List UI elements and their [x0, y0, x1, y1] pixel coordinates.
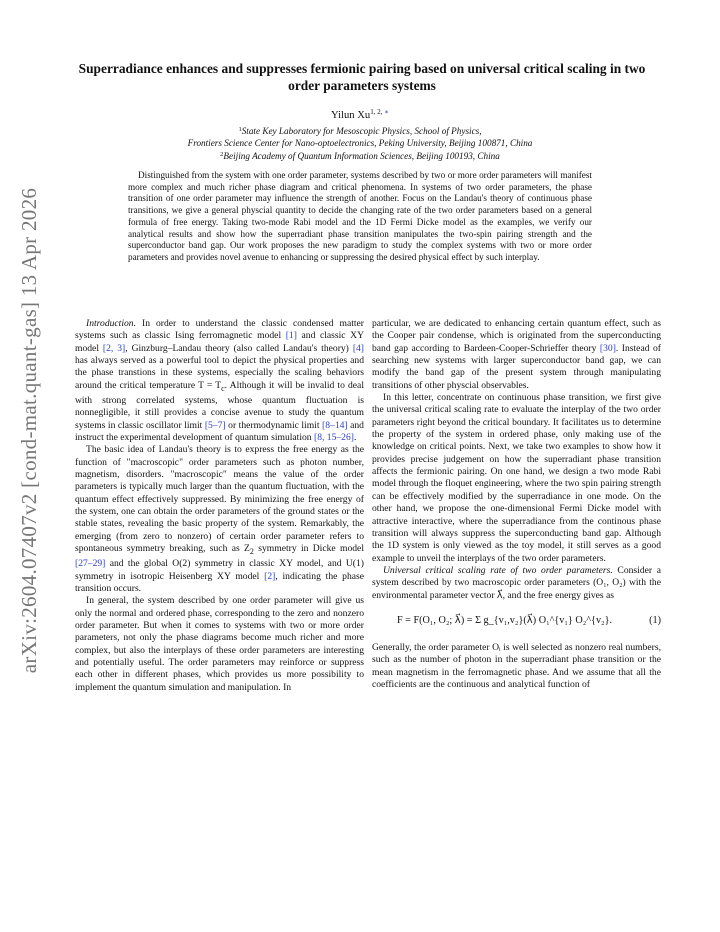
section-paragraph: Universal critical scaling rate of two order parameters. Consider a system described by two macroscopic order parameters (O₁, O₂) with the environmental parameter vector λ⃗, and the free energy gives as [372, 564, 661, 601]
citation-link[interactable]: [4] [352, 342, 364, 354]
paper-title: Superradiance enhances and suppresses fermionic pairing based on universal critical scaling in two order parameters systems [78, 61, 646, 93]
author-affil-marks: 1, 2, ∗ [370, 108, 389, 116]
section-heading: Universal critical scaling rate of two order parameters. [383, 564, 613, 576]
affiliations [60, 124, 660, 163]
equation-number: (1) [649, 614, 661, 626]
affiliation-line: Frontiers Science Center for Nano-optoelectronics, Peking University, Beijing 100871, China [187, 137, 533, 148]
body-paragraph: particular, we are dedicated to enhancing certain quantum effect, such as the Cooper pair condense, which is originated from the superconducting band gap according to Bardeen-Cooper-Schrieffer theory [30]. Instead of searching new systems with larger superconductor band gap, we can modify the band gap of the present system through manipulating transitions of other physcial observables. [372, 318, 661, 391]
citation-link[interactable]: [8–14] [322, 419, 348, 431]
body-paragraph: Generally, the order parameter Oᵢ is well selected as nonzero real numbers, such as the number of photon in the superradiant phase transition or the mean magnetism in the ferromagnetic phase. And we assume that all the coefficients are the continuous and analytical function of [372, 641, 661, 690]
citation-link[interactable]: [2, 3] [102, 342, 126, 354]
corresponding-author-link[interactable]: ∗ [384, 108, 389, 116]
left-column [75, 318, 364, 694]
affiliation-line: $^2$Beijing Academy of Quantum Information Sciences, Beijing 100193, China [220, 151, 500, 162]
abstract: Distinguished from the system with one order parameter, systems described by two or more order parameters will manifest more complex and much richer phase diagram and critical phenomena. In systems of two order parameters, the phase transition of one order parameter may influence the strength of another. Focus on the Landau's theory of continuous phase transitions, we give a general physcial quantity to decide the changing rate of the two order parameters based on a general formula of free energy. Taking two-mode Rabi model and the 1D Fermi Dicke model as the examples, we verify our analytical results and show how the superradiant phase transition manipulates the two-spin pairing strength and the superconductor band gap. Our work proposes the new paradigm to study the complex systems with two or more order parameters and provides novel avenue to enhancing or suppressing the desired physical effect by such interplay. [128, 170, 592, 262]
right-column [372, 318, 661, 691]
author-name: Yilun Xu [331, 110, 371, 121]
citation-link[interactable]: [5–7] [204, 419, 226, 431]
arxiv-identifier [8, 180, 52, 680]
body-paragraph: The basic idea of Landau's theory is to express the free energy as the function of "macroscopic" order parameters such as photon number, magnetism, disorders. "macroscopic" means the value of the order parameters is typically much larger than the quantum fluctuation, with the quantum effect effectively suppressed. By minimizing the free energy of the system, one can obtain the order parameters of the ground states or the stable states, revealing the basic property of the system. Remarkably, the emerging (from zero to nonzero) of certain order parameter refers to spontaneous symmetry breaking, such as $Z_2$ symmetry in Dicke model [27–29] and the global O(2) symmetry in classic XY model, and U(1) symmetry in isotropic Heisenberg XY model [2], indicating the phase transition occurs. [75, 444, 364, 595]
intro-paragraph: Introduction. In order to understand the classic condensed matter systems such as classic Ising ferromagnetic model [1] and classic XY model [2, 3], Ginzburg–Landau theory (also called Landau's theory) [4] has always served as a powerful tool to depict the physical properties and the phase transtions in these systems, especially the scaling behaviors around the critical temperature $T = T_c$. Although it will be invalid to deal with strong correlated systems, whose quantum fluctuation is nonnegligible, it still provides a concise avenue to study the quantum systems in classic oscillator limit [5–7] or thermodynamic limit [8–14] and instruct the experimental development of quantum simulation [8, 15–26]. [75, 318, 364, 443]
arxiv-identifier-text: arXiv:2604.07407v2 [cond-mat.quant-gas] 13 Apr 2026 [17, 187, 42, 673]
affiliation-line: $^1$State Key Laboratory for Mesoscopic Physics, School of Physics, [238, 126, 482, 136]
author-line [0, 108, 720, 121]
citation-link[interactable]: [30] [599, 342, 616, 354]
citation-link[interactable]: [27–29] [75, 558, 106, 570]
equation-body: F = F(O₁, O₂; λ⃗) = Σ g_{v₁,v₂}(λ⃗) O₁^{v₁} O₂^{v₂}. [396, 614, 613, 626]
body-paragraph: In general, the system described by one order parameter will give us only the normal and ordered phase, corresponding to the zero and nonzero order parameter. But when it comes to systems with two or more order parameters, not only the phase diagrams become much richer and more complex, but also the interplays of these order parameters are interesting and potentially useful. The order parameters may reinforce or suppress each other in different phases, which provides us more possibility to implement the quantum simulation and manipulation. In [75, 595, 364, 693]
citation-link[interactable]: [2] [264, 570, 276, 582]
citation-link[interactable]: [1] [285, 330, 297, 342]
citation-link[interactable]: [8, 15–26] [314, 432, 354, 443]
body-paragraph: In this letter, concentrate on continuous phase transition, we first give the universal critical scaling rate to evaluate the interplay of the two order parameters right beyond the critical boundary. It facilitates us to determine the property of the system in ordered phase, only making use of the knowledge on critical points. Next, we take two examples to show how it provides precise judgement on how the superradiant phase transition affects the fermionic pairing. On one hand, we design a two mode Rabi model through the floquet engineering, where the two spin pairing strength can be effectively modified by the superradiance in one mode. On the other hand, we propose the one-dimensional Fermi Dicke model with attractive interactive, where the superradiance from the continous phase transition will always suppress the superconducting band gap. Although the 1D system is only viewed as the toy model, it still serves as a good example to unveil the interplays of the two order parameters. [372, 392, 661, 564]
intro-heading: Introduction. [86, 318, 137, 329]
equation-1 [372, 608, 661, 634]
